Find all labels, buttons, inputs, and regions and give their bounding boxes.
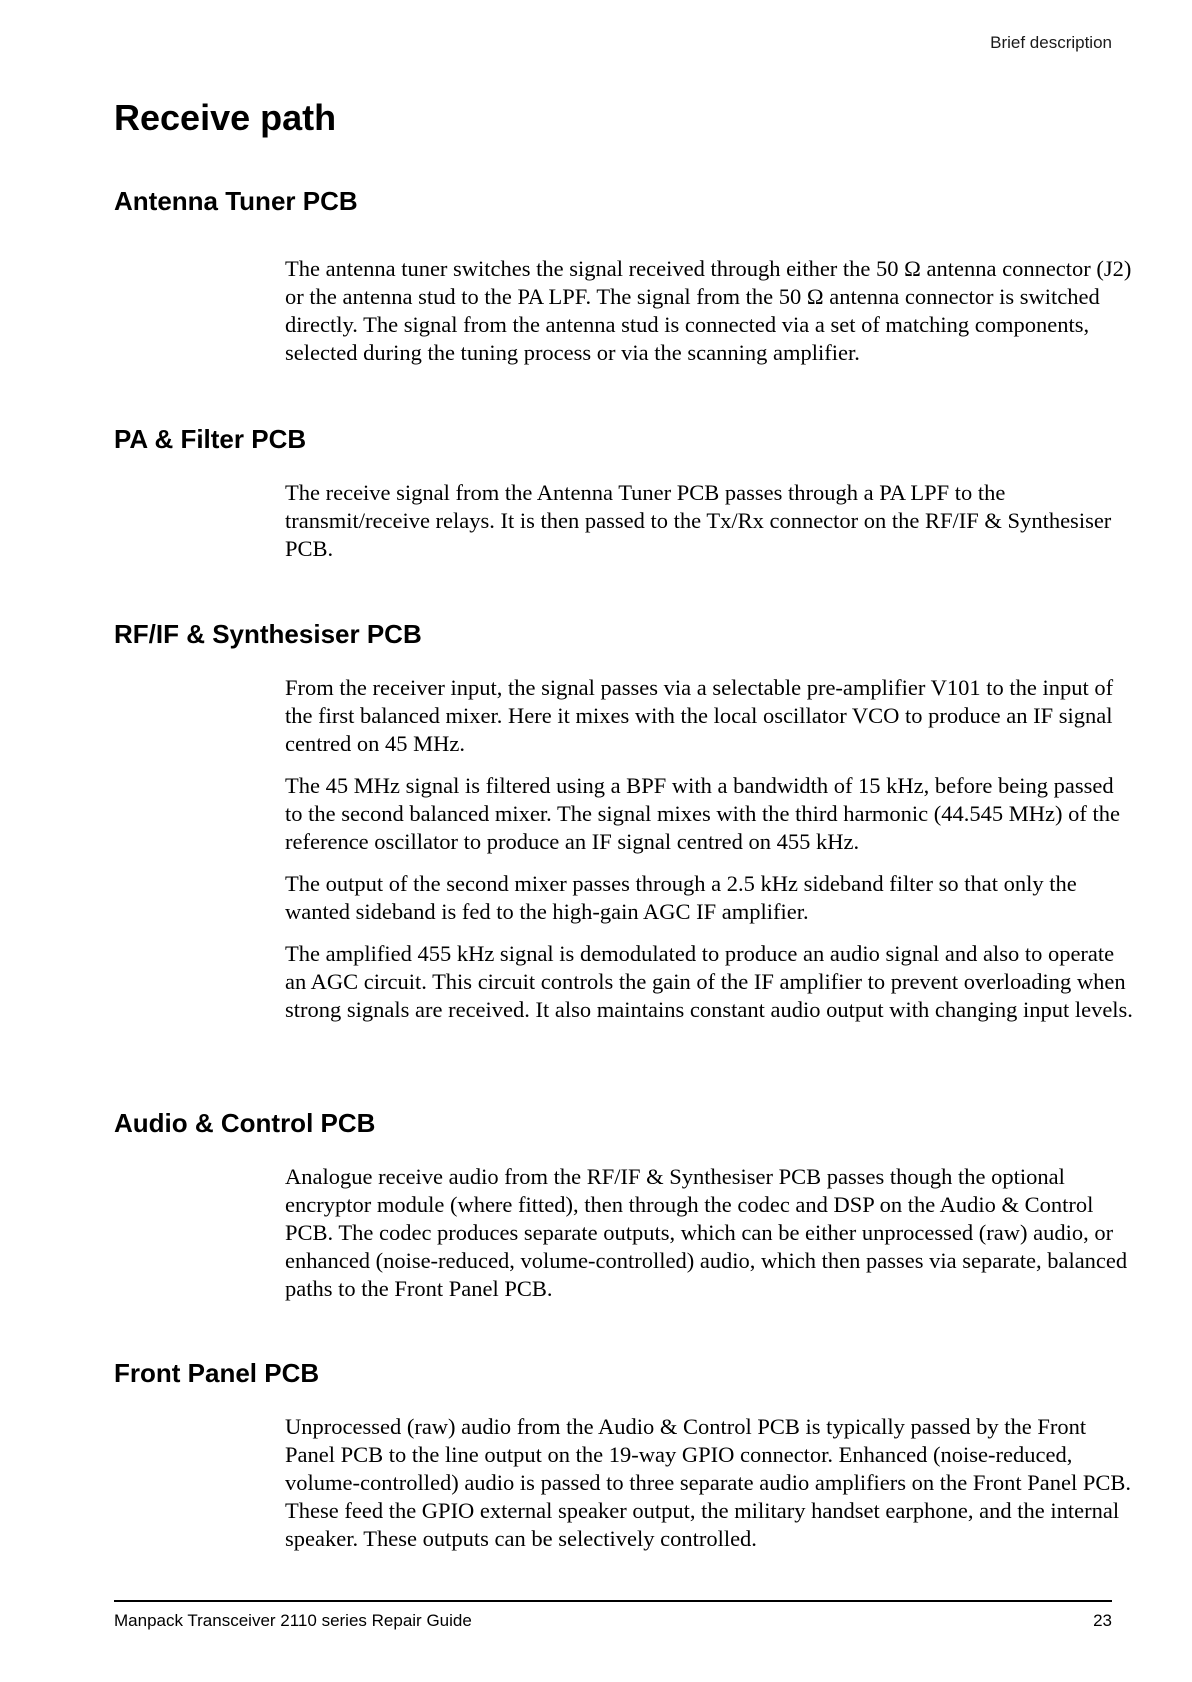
section-heading-audio-control: Audio & Control PCB bbox=[114, 1108, 376, 1138]
paragraph: The output of the second mixer passes through a 2.5 kHz sideband filter so that only the wanted sideband is fed to the high-gain AGC IF amplifier. bbox=[285, 871, 1077, 924]
running-header: Brief description bbox=[990, 33, 1112, 52]
paragraph: Unprocessed (raw) audio from the Audio & Control PCB is typically passed by the Front Panel PCB to the line output on the 19-way GPIO connector. Enhanced (noise-reduced, volume-controlled) audio is passed to three separate audio amplifiers on the Front Panel PCB. These feed the GPIO external speaker output, the military handset earphone, and the internal speaker. These outputs can be selectively controlled. bbox=[285, 1414, 1132, 1551]
section-body-front-panel bbox=[285, 1413, 1135, 1567]
section-heading-antenna-tuner: Antenna Tuner PCB bbox=[114, 186, 358, 216]
footer-document-title: Manpack Transceiver 2110 series Repair Guide bbox=[114, 1611, 472, 1630]
section-heading-pa-filter: PA & Filter PCB bbox=[114, 424, 307, 454]
paragraph: The 45 MHz signal is filtered using a BPF with a bandwidth of 15 kHz, before being passed to the second balanced mixer. The signal mixes with the third harmonic (44.545 MHz) of the reference oscillator to produce an IF signal centred on 455 kHz. bbox=[285, 773, 1121, 854]
section-body-antenna-tuner bbox=[285, 255, 1135, 381]
section-body-pa-filter bbox=[285, 479, 1135, 577]
section-body-rf-if-synth bbox=[285, 674, 1135, 1038]
page-title: Receive path bbox=[114, 97, 337, 138]
paragraph: The antenna tuner switches the signal received through either the 50 Ω antenna connector (J2) or the antenna stud to the PA LPF. The signal from the 50 Ω antenna connector is switched directly. The signal from the antenna stud is connected via a set of matching components, selected during the tuning process or via the scanning amplifier. bbox=[285, 256, 1132, 365]
section-body-audio-control bbox=[285, 1163, 1135, 1317]
paragraph: The amplified 455 kHz signal is demodulated to produce an audio signal and also to operate an AGC circuit. This circuit controls the gain of the IF amplifier to prevent overloading when strong signals are received. It also maintains constant audio output with changing input levels. bbox=[285, 941, 1133, 1022]
paragraph: The receive signal from the Antenna Tuner PCB passes through a PA LPF to the transmit/receive relays. It is then passed to the Tx/Rx connector on the RF/IF & Synthesiser PCB. bbox=[285, 480, 1112, 561]
footer-page-number: 23 bbox=[1093, 1611, 1112, 1630]
footer-divider bbox=[114, 1600, 1112, 1602]
section-heading-rf-if-synth: RF/IF & Synthesiser PCB bbox=[114, 619, 422, 649]
section-heading-front-panel: Front Panel PCB bbox=[114, 1358, 320, 1388]
paragraph: Analogue receive audio from the RF/IF & Synthesiser PCB passes though the optional encryptor module (where fitted), then through the codec and DSP on the Audio & Control PCB. The codec produces separate outputs, which can be either unprocessed (raw) audio, or enhanced (noise-reduced, volume-controlled) audio, which then passes via separate, balanced paths to the Front Panel PCB. bbox=[285, 1164, 1128, 1301]
paragraph: From the receiver input, the signal passes via a selectable pre-amplifier V101 to the input of the first balanced mixer. Here it mixes with the local oscillator VCO to produce an IF signal centred on 45 MHz. bbox=[285, 675, 1114, 756]
